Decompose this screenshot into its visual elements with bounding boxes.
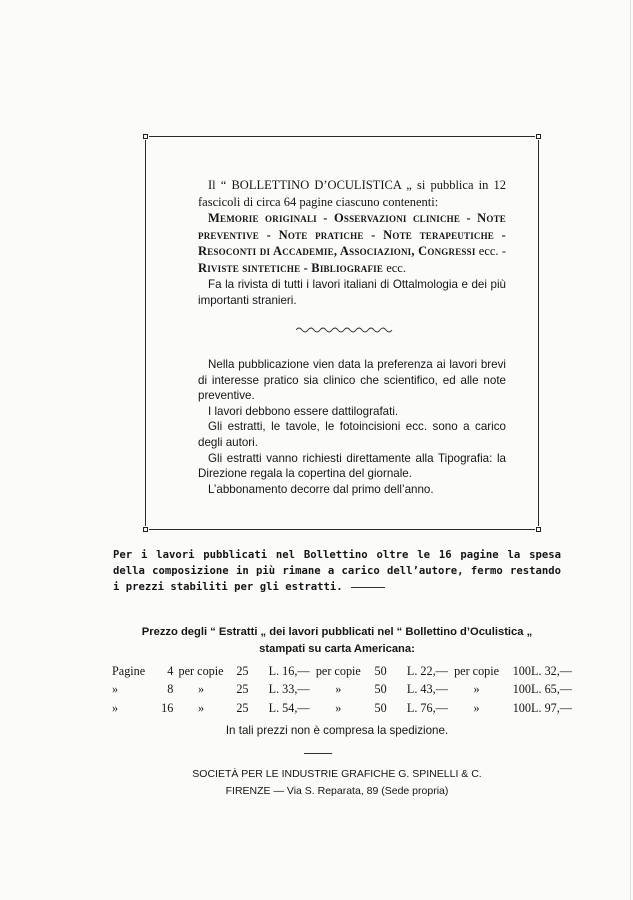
price-cell: L. 43,— — [406, 682, 448, 697]
price-cell: L. 16,— — [268, 663, 310, 678]
price-cell: L. 76,— — [406, 700, 448, 715]
price-cell: 25 — [236, 663, 249, 678]
price-cell: 4 — [167, 663, 174, 678]
frame-corner-ornament — [536, 527, 541, 532]
price-row — [112, 681, 572, 700]
submission-notes — [198, 357, 506, 497]
offprint-price-table — [112, 662, 572, 718]
wavy-divider — [296, 325, 396, 335]
contents-paragraph — [198, 210, 506, 276]
price-cell: » — [335, 682, 342, 697]
price-cell: 8 — [167, 682, 174, 697]
price-title-line: stampati su carta Americana: — [259, 643, 415, 655]
price-cell: » — [473, 682, 480, 697]
shipping-note: In tali prezzi non è compresa la spedizione. — [225, 724, 449, 737]
printer-name: SOCIETÀ PER LE INDUSTRIE GRAFICHE G. SPINELLI & C. — [192, 768, 482, 780]
price-cell: 100 — [512, 663, 531, 678]
page-limit-warning — [113, 547, 561, 595]
short-rule — [351, 587, 385, 588]
price-cell: per copie — [315, 663, 361, 678]
price-cell: 25 — [236, 682, 249, 697]
price-cell: L. 65,— — [531, 682, 572, 697]
price-cell: per copie — [454, 663, 500, 678]
contents-sections-2: Riviste sintetiche - Bibliografie — [198, 260, 384, 275]
price-cell: 50 — [374, 663, 387, 678]
price-cell: 100 — [512, 682, 531, 697]
short-rule — [304, 753, 332, 754]
note-paragraph: Nella pubblicazione vien data la preferenza ai lavori brevi di interesse pratico sia clinico che scientifico, ed alle note preventive. — [198, 358, 506, 403]
printer-address: FIRENZE — Via S. Reparata, 89 (Sede propria) — [225, 785, 449, 797]
warning-text: Per i lavori pubblicati nel Bollettino oltre le 16 pagine la spesa della composizione in più rimane a carico dell’autore, fermo restando i prezzi stabiliti per gli estratti. — [113, 549, 561, 593]
review-paragraph: Fa la rivista di tutti i lavori italiani di Ottalmologia e dei più importanti stranieri. — [198, 277, 506, 308]
price-cell: Pagine — [112, 663, 146, 678]
price-cell: L. 22,— — [406, 663, 448, 678]
price-cell: » — [198, 700, 205, 715]
price-cell: » — [198, 682, 205, 697]
price-cell: » — [335, 700, 342, 715]
price-cell: 100 — [512, 700, 531, 715]
frame-top-rule — [149, 136, 535, 137]
note-paragraph: Gli estratti vanno richiesti direttamente alla Tipografia: la Direzione regala la copertina del giornale. — [198, 451, 506, 481]
price-title-line: Prezzo degli “ Estratti „ dei lavori pubblicati nel “ Bollettino d’Oculistica „ — [141, 626, 533, 638]
offprint-price-title — [113, 624, 561, 658]
note-paragraph: L’abbonamento decorre dal primo dell’anno. — [208, 482, 434, 496]
frame-bottom-rule — [149, 529, 535, 530]
contents-sections: Memorie originali - Osservazioni cliniche - Note preventive - Note pratiche - Note terapeutiche - Resoconti di Accademie, Associazioni, Congressi — [198, 211, 506, 259]
price-cell: L. 97,— — [531, 700, 572, 715]
frame-left-rule — [145, 140, 146, 526]
price-cell: » — [473, 700, 480, 715]
price-cell: 50 — [374, 682, 387, 697]
bulletin-description — [198, 177, 506, 310]
price-cell: 16 — [161, 700, 174, 715]
price-cell: 25 — [236, 700, 249, 715]
note-paragraph: Gli estratti, le tavole, le fotoincisioni ecc. sono a carico degli autori. — [198, 420, 506, 449]
page-edge — [630, 0, 631, 900]
intro-paragraph: Il “ BOLLETTINO D’OCULISTICA „ si pubblica in 12 fascicoli di circa 64 pagine ciascuno contenenti: — [198, 178, 506, 209]
price-row — [112, 662, 572, 681]
price-cell: » — [112, 700, 119, 715]
frame-right-rule — [538, 140, 539, 526]
printer-imprint — [113, 766, 561, 800]
price-cell: L. 32,— — [531, 663, 572, 678]
price-cell: » — [112, 682, 119, 697]
price-cell: per copie — [178, 663, 224, 678]
price-cell: L. 33,— — [268, 682, 310, 697]
price-cell: L. 54,— — [268, 700, 310, 715]
frame-corner-ornament — [143, 527, 148, 532]
price-row — [112, 699, 572, 718]
note-paragraph: I lavori debbono essere dattilografati. — [208, 404, 399, 418]
price-cell: 50 — [374, 700, 387, 715]
frame-corner-ornament — [536, 134, 541, 139]
frame-corner-ornament — [143, 134, 148, 139]
etc-text: ecc. - — [475, 244, 506, 259]
etc-text: ecc. — [383, 260, 406, 275]
